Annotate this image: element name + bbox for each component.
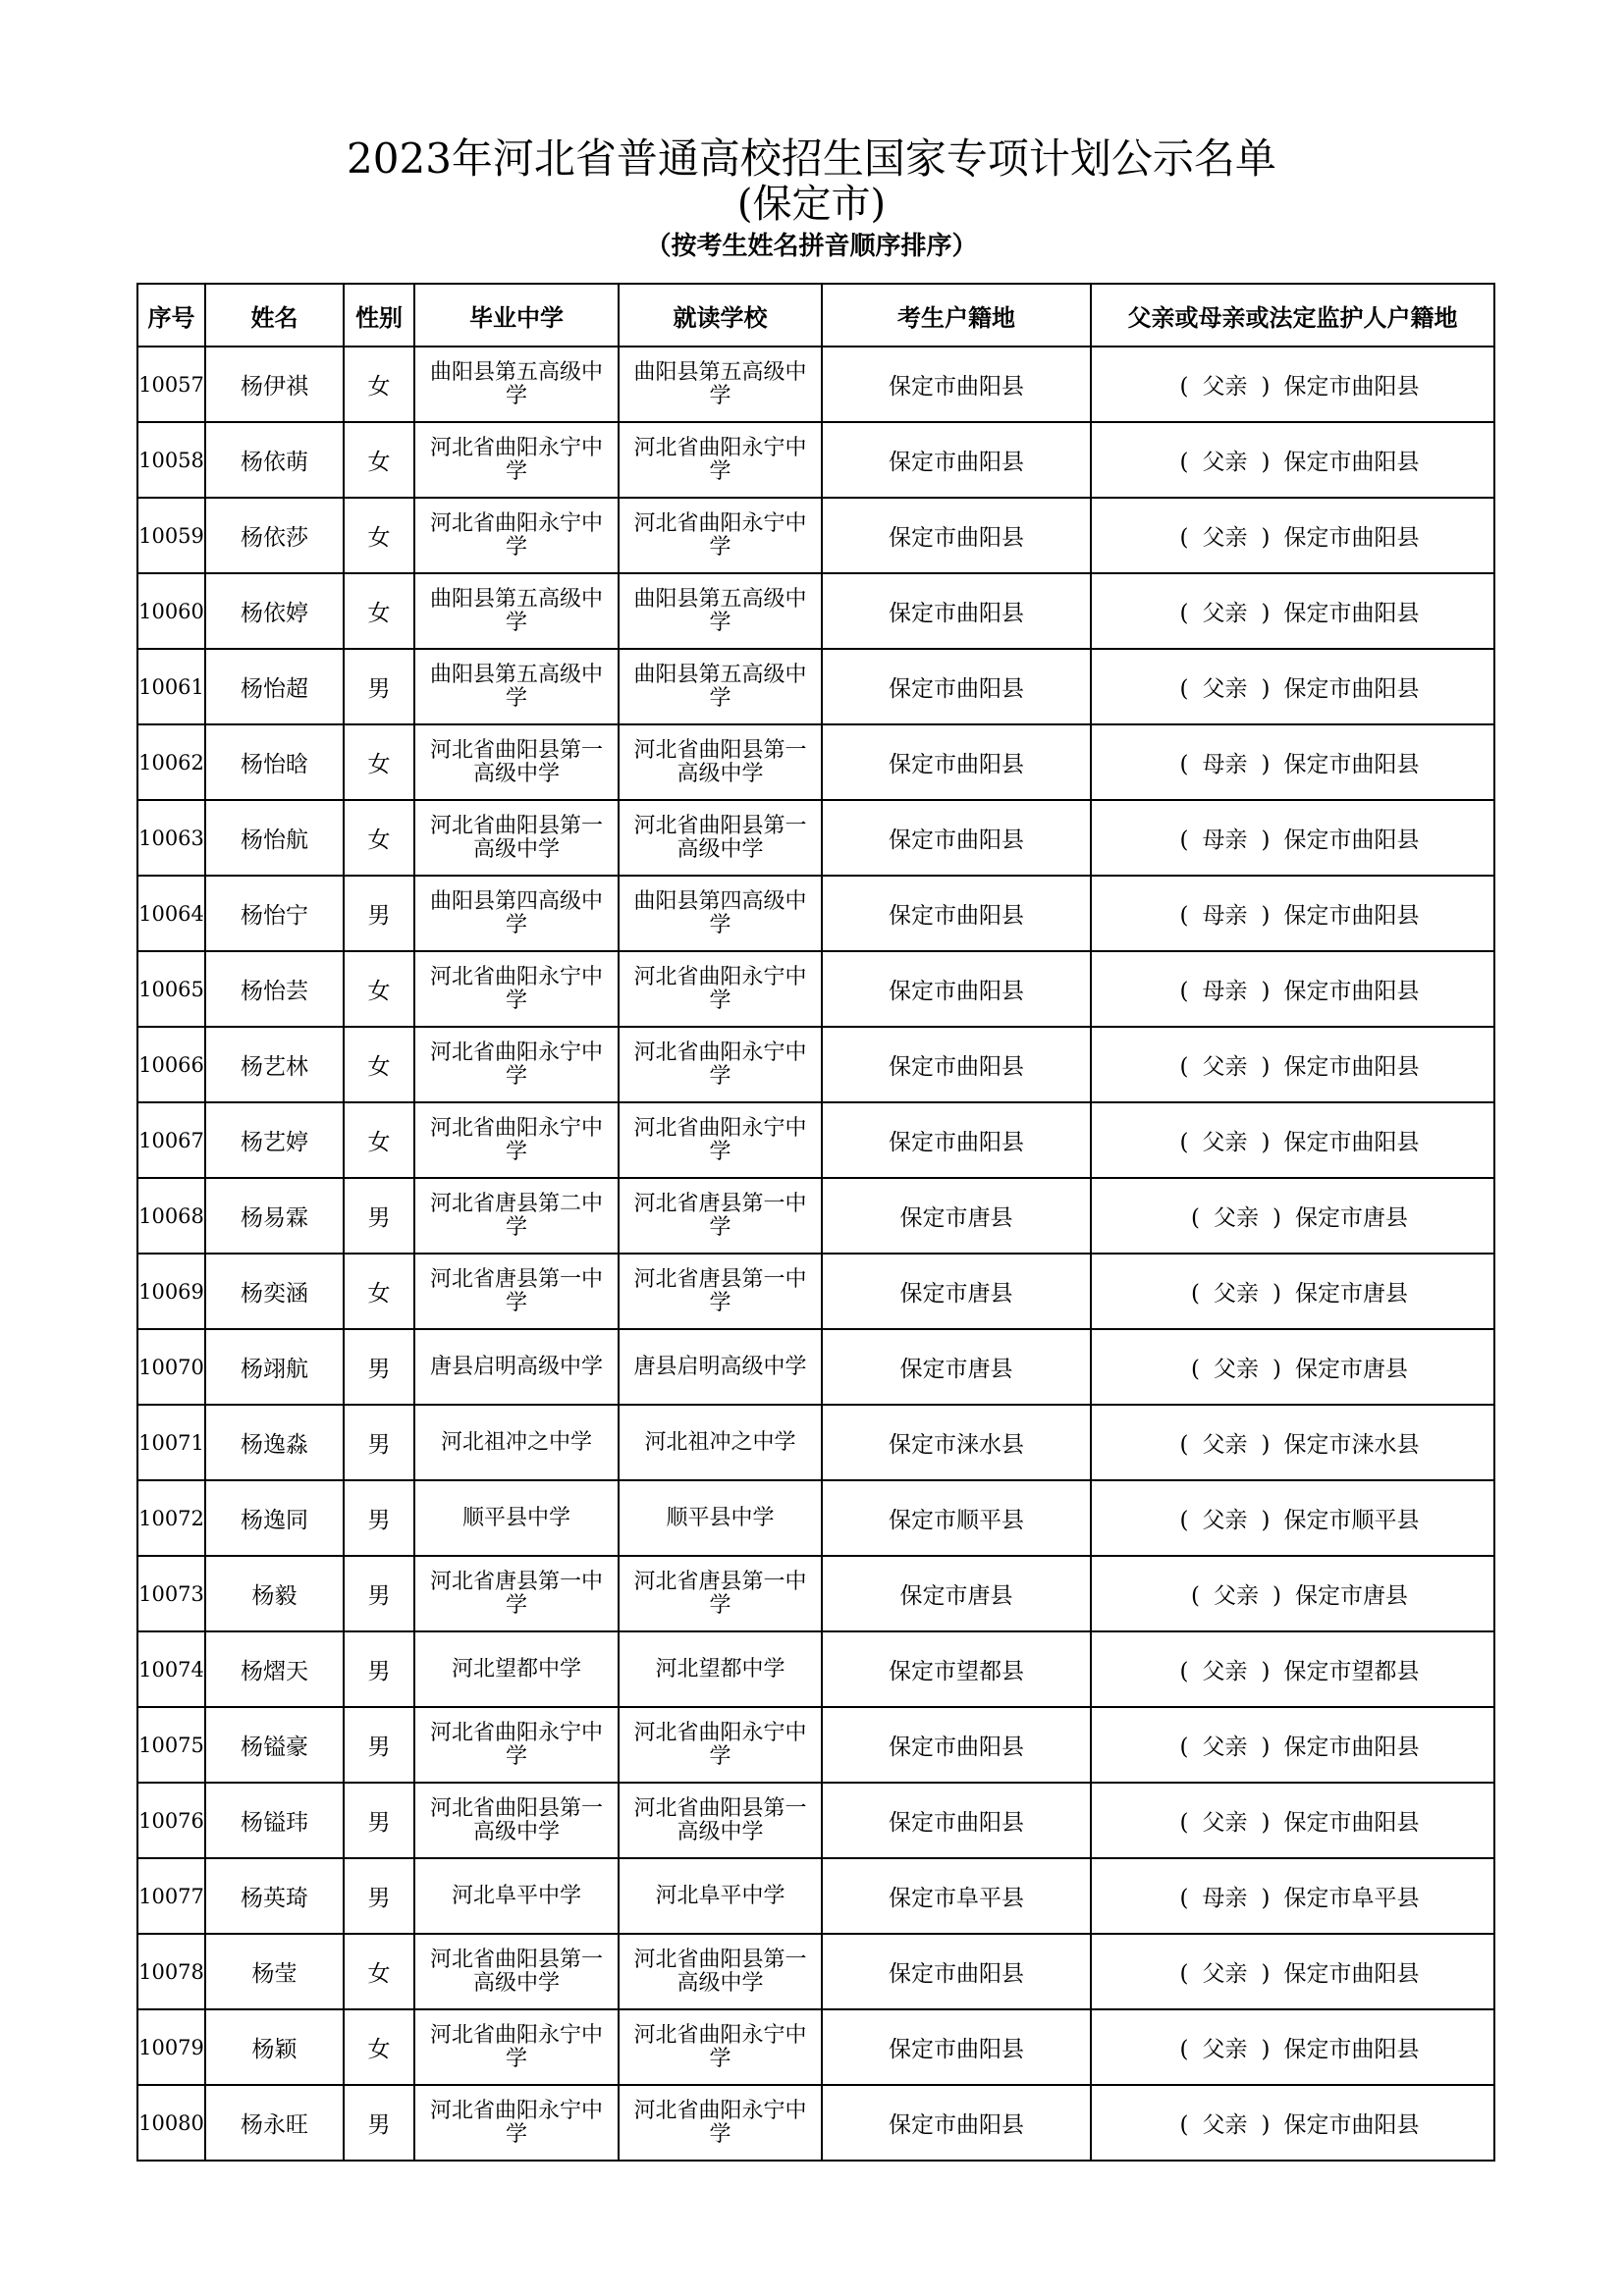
cell-guardian-residence: ( 父亲 ) 保定市曲阳县 (1091, 573, 1494, 649)
cell-id: 10078 (137, 1934, 205, 2009)
cell-id: 10064 (137, 876, 205, 951)
cell-guardian-residence: ( 父亲 ) 保定市唐县 (1091, 1178, 1494, 1254)
cell-grad-school: 河北省曲阳县第一高级中学 (414, 800, 619, 876)
cell-residence: 保定市曲阳县 (822, 1783, 1091, 1858)
page-subtitle: (保定市) (736, 182, 887, 227)
cell-study-school: 曲阳县第五高级中学 (619, 649, 822, 724)
guardian-place: 保定市顺平县 (1283, 1508, 1420, 1533)
cell-gender: 男 (344, 1329, 414, 1405)
cell-study-school: 河北省曲阳永宁中学 (619, 2009, 822, 2085)
cell-study-school: 顺平县中学 (619, 1480, 822, 1556)
cell-study-school: 河北省曲阳永宁中学 (619, 1707, 822, 1783)
table-row (137, 1858, 1494, 1934)
cell-grad-school: 河北祖冲之中学 (414, 1405, 619, 1480)
guardian-place: 保定市阜平县 (1283, 1886, 1420, 1911)
page-title: 2023年河北省普通高校招生国家专项计划公示名单 (347, 134, 1276, 183)
cell-gender: 男 (344, 1858, 414, 1934)
sort-note: （按考生姓名拼音顺序排序） (645, 232, 978, 261)
cell-residence: 保定市曲阳县 (822, 347, 1091, 422)
guardian-place: 保定市曲阳县 (1283, 752, 1420, 777)
table-row (137, 347, 1494, 422)
guardian-place: 保定市曲阳县 (1283, 979, 1420, 1004)
cell-gender: 女 (344, 573, 414, 649)
cell-id: 10060 (137, 573, 205, 649)
guardian-place: 保定市唐县 (1294, 1281, 1408, 1307)
guardian-relation: 父亲 (1202, 1659, 1248, 1684)
cell-residence: 保定市曲阳县 (822, 498, 1091, 573)
cell-name: 杨翊航 (205, 1329, 344, 1405)
guardian-relation: 母亲 (1202, 752, 1248, 777)
cell-grad-school: 河北省曲阳永宁中学 (414, 951, 619, 1027)
cell-residence: 保定市唐县 (822, 1556, 1091, 1631)
cell-name: 杨熠天 (205, 1631, 344, 1707)
guardian-place: 保定市曲阳县 (1283, 1054, 1420, 1080)
guardian-place: 保定市曲阳县 (1283, 1130, 1420, 1155)
guardian-place: 保定市曲阳县 (1283, 676, 1420, 702)
table-row (137, 1329, 1494, 1405)
cell-study-school: 河北省曲阳永宁中学 (619, 1027, 822, 1102)
guardian-place: 保定市曲阳县 (1283, 2037, 1420, 2062)
table-row (137, 876, 1494, 951)
cell-id: 10063 (137, 800, 205, 876)
cell-name: 杨怡航 (205, 800, 344, 876)
cell-gender: 女 (344, 2009, 414, 2085)
cell-residence: 保定市曲阳县 (822, 800, 1091, 876)
guardian-place: 保定市望都县 (1283, 1659, 1420, 1684)
cell-residence: 保定市曲阳县 (822, 1707, 1091, 1783)
cell-id: 10069 (137, 1254, 205, 1329)
guardian-relation: 父亲 (1202, 2112, 1248, 2138)
cell-residence: 保定市涞水县 (822, 1405, 1091, 1480)
guardian-relation: 父亲 (1202, 525, 1248, 551)
cell-grad-school: 河北省曲阳永宁中学 (414, 2009, 619, 2085)
col-header-residence: 考生户籍地 (822, 284, 1091, 347)
cell-id: 10067 (137, 1102, 205, 1178)
cell-grad-school: 河北省唐县第一中学 (414, 1556, 619, 1631)
cell-grad-school: 顺平县中学 (414, 1480, 619, 1556)
guardian-place: 保定市涞水县 (1283, 1432, 1420, 1458)
cell-residence: 保定市曲阳县 (822, 1934, 1091, 2009)
cell-grad-school: 唐县启明高级中学 (414, 1329, 619, 1405)
cell-residence: 保定市曲阳县 (822, 2085, 1091, 2161)
cell-gender: 女 (344, 422, 414, 498)
guardian-relation: 父亲 (1202, 2037, 1248, 2062)
table-row (137, 1934, 1494, 2009)
cell-gender: 女 (344, 1934, 414, 2009)
table-row (137, 1027, 1494, 1102)
guardian-place: 保定市曲阳县 (1283, 450, 1420, 475)
table-header-row (137, 284, 1494, 347)
cell-id: 10061 (137, 649, 205, 724)
cell-grad-school: 河北省曲阳县第一高级中学 (414, 1934, 619, 2009)
table-row (137, 422, 1494, 498)
cell-residence: 保定市唐县 (822, 1254, 1091, 1329)
cell-gender: 女 (344, 951, 414, 1027)
table-row (137, 1556, 1494, 1631)
cell-guardian-residence: ( 母亲 ) 保定市曲阳县 (1091, 951, 1494, 1027)
cell-gender: 女 (344, 498, 414, 573)
guardian-place: 保定市曲阳县 (1283, 2112, 1420, 2138)
cell-residence: 保定市曲阳县 (822, 724, 1091, 800)
cell-id: 10076 (137, 1783, 205, 1858)
cell-name: 杨怡芸 (205, 951, 344, 1027)
cell-guardian-residence: ( 父亲 ) 保定市曲阳县 (1091, 347, 1494, 422)
guardian-place: 保定市曲阳县 (1283, 1810, 1420, 1836)
cell-guardian-residence: ( 父亲 ) 保定市曲阳县 (1091, 498, 1494, 573)
cell-study-school: 河北望都中学 (619, 1631, 822, 1707)
cell-gender: 男 (344, 1707, 414, 1783)
guardian-place: 保定市曲阳县 (1283, 374, 1420, 400)
cell-gender: 女 (344, 800, 414, 876)
table-row (137, 800, 1494, 876)
cell-study-school: 河北省曲阳永宁中学 (619, 951, 822, 1027)
guardian-relation: 父亲 (1202, 1508, 1248, 1533)
guardian-relation: 父亲 (1202, 374, 1248, 400)
guardian-relation: 父亲 (1202, 1054, 1248, 1080)
cell-grad-school: 河北省曲阳永宁中学 (414, 1707, 619, 1783)
table-row (137, 1178, 1494, 1254)
cell-guardian-residence: ( 父亲 ) 保定市唐县 (1091, 1254, 1494, 1329)
guardian-relation: 父亲 (1202, 450, 1248, 475)
table-row (137, 2009, 1494, 2085)
cell-grad-school: 河北望都中学 (414, 1631, 619, 1707)
table-row (137, 1631, 1494, 1707)
cell-residence: 保定市曲阳县 (822, 573, 1091, 649)
cell-guardian-residence: ( 父亲 ) 保定市曲阳县 (1091, 1934, 1494, 2009)
cell-name: 杨颖 (205, 2009, 344, 2085)
cell-guardian-residence: ( 父亲 ) 保定市曲阳县 (1091, 1707, 1494, 1783)
cell-study-school: 河北省曲阳县第一高级中学 (619, 1783, 822, 1858)
cell-study-school: 河北省唐县第一中学 (619, 1178, 822, 1254)
cell-guardian-residence: ( 父亲 ) 保定市曲阳县 (1091, 422, 1494, 498)
cell-gender: 女 (344, 1254, 414, 1329)
cell-study-school: 河北省曲阳永宁中学 (619, 2085, 822, 2161)
cell-id: 10068 (137, 1178, 205, 1254)
cell-name: 杨艺婷 (205, 1102, 344, 1178)
cell-study-school: 唐县启明高级中学 (619, 1329, 822, 1405)
cell-id: 10072 (137, 1480, 205, 1556)
cell-guardian-residence: ( 母亲 ) 保定市曲阳县 (1091, 800, 1494, 876)
cell-study-school: 曲阳县第四高级中学 (619, 876, 822, 951)
cell-id: 10066 (137, 1027, 205, 1102)
cell-grad-school: 河北阜平中学 (414, 1858, 619, 1934)
cell-grad-school: 曲阳县第五高级中学 (414, 347, 619, 422)
cell-grad-school: 河北省唐县第一中学 (414, 1254, 619, 1329)
cell-name: 杨怡晗 (205, 724, 344, 800)
guardian-relation: 父亲 (1214, 1357, 1259, 1382)
cell-study-school: 河北阜平中学 (619, 1858, 822, 1934)
col-header-gender: 性别 (344, 284, 414, 347)
cell-study-school: 河北省曲阳永宁中学 (619, 498, 822, 573)
cell-name: 杨怡超 (205, 649, 344, 724)
cell-name: 杨易霖 (205, 1178, 344, 1254)
cell-grad-school: 河北省曲阳县第一高级中学 (414, 1783, 619, 1858)
cell-guardian-residence: ( 母亲 ) 保定市阜平县 (1091, 1858, 1494, 1934)
cell-id: 10057 (137, 347, 205, 422)
cell-gender: 男 (344, 649, 414, 724)
cell-residence: 保定市曲阳县 (822, 1027, 1091, 1102)
cell-grad-school: 曲阳县第五高级中学 (414, 573, 619, 649)
cell-name: 杨艺林 (205, 1027, 344, 1102)
cell-id: 10080 (137, 2085, 205, 2161)
cell-id: 10074 (137, 1631, 205, 1707)
cell-guardian-residence: ( 父亲 ) 保定市曲阳县 (1091, 1027, 1494, 1102)
guardian-relation: 父亲 (1202, 1735, 1248, 1760)
cell-gender: 女 (344, 1027, 414, 1102)
cell-guardian-residence: ( 父亲 ) 保定市曲阳县 (1091, 649, 1494, 724)
cell-name: 杨依莎 (205, 498, 344, 573)
guardian-place: 保定市曲阳县 (1283, 1961, 1420, 1987)
cell-guardian-residence: ( 父亲 ) 保定市涞水县 (1091, 1405, 1494, 1480)
guardian-place: 保定市唐县 (1294, 1205, 1408, 1231)
cell-gender: 女 (344, 347, 414, 422)
cell-grad-school: 曲阳县第四高级中学 (414, 876, 619, 951)
cell-study-school: 河北省唐县第一中学 (619, 1254, 822, 1329)
col-header-grad-school: 毕业中学 (414, 284, 619, 347)
cell-grad-school: 河北省曲阳永宁中学 (414, 1027, 619, 1102)
cell-id: 10059 (137, 498, 205, 573)
guardian-relation: 父亲 (1202, 1961, 1248, 1987)
cell-name: 杨永旺 (205, 2085, 344, 2161)
cell-name: 杨伊祺 (205, 347, 344, 422)
guardian-relation: 父亲 (1214, 1205, 1259, 1231)
guardian-relation: 母亲 (1202, 1886, 1248, 1911)
guardian-relation: 母亲 (1202, 903, 1248, 929)
table-row (137, 1254, 1494, 1329)
cell-grad-school: 河北省曲阳永宁中学 (414, 1102, 619, 1178)
guardian-relation: 母亲 (1202, 979, 1248, 1004)
cell-residence: 保定市曲阳县 (822, 649, 1091, 724)
cell-name: 杨怡宁 (205, 876, 344, 951)
cell-guardian-residence: ( 父亲 ) 保定市望都县 (1091, 1631, 1494, 1707)
cell-gender: 男 (344, 1631, 414, 1707)
cell-residence: 保定市曲阳县 (822, 1102, 1091, 1178)
cell-residence: 保定市唐县 (822, 1329, 1091, 1405)
guardian-relation: 父亲 (1202, 676, 1248, 702)
guardian-relation: 母亲 (1202, 828, 1248, 853)
cell-residence: 保定市曲阳县 (822, 876, 1091, 951)
cell-name: 杨依萌 (205, 422, 344, 498)
cell-name: 杨逸淼 (205, 1405, 344, 1480)
cell-id: 10073 (137, 1556, 205, 1631)
guardian-place: 保定市曲阳县 (1283, 1735, 1420, 1760)
cell-name: 杨莹 (205, 1934, 344, 2009)
cell-grad-school: 河北省曲阳永宁中学 (414, 2085, 619, 2161)
table-row (137, 1405, 1494, 1480)
guardian-place: 保定市曲阳县 (1283, 525, 1420, 551)
cell-guardian-residence: ( 父亲 ) 保定市曲阳县 (1091, 1102, 1494, 1178)
cell-guardian-residence: ( 母亲 ) 保定市曲阳县 (1091, 876, 1494, 951)
guardian-relation: 父亲 (1202, 601, 1248, 626)
cell-residence: 保定市曲阳县 (822, 951, 1091, 1027)
cell-guardian-residence: ( 父亲 ) 保定市曲阳县 (1091, 1783, 1494, 1858)
cell-grad-school: 河北省曲阳永宁中学 (414, 498, 619, 573)
cell-guardian-residence: ( 父亲 ) 保定市唐县 (1091, 1329, 1494, 1405)
cell-id: 10071 (137, 1405, 205, 1480)
cell-guardian-residence: ( 父亲 ) 保定市曲阳县 (1091, 2009, 1494, 2085)
cell-gender: 男 (344, 1556, 414, 1631)
guardian-place: 保定市唐县 (1294, 1583, 1408, 1609)
cell-guardian-residence: ( 父亲 ) 保定市唐县 (1091, 1556, 1494, 1631)
cell-name: 杨依婷 (205, 573, 344, 649)
cell-guardian-residence: ( 母亲 ) 保定市曲阳县 (1091, 724, 1494, 800)
table-row (137, 498, 1494, 573)
table-row (137, 1480, 1494, 1556)
cell-id: 10070 (137, 1329, 205, 1405)
cell-study-school: 曲阳县第五高级中学 (619, 347, 822, 422)
table-row (137, 573, 1494, 649)
cell-name: 杨奕涵 (205, 1254, 344, 1329)
cell-gender: 女 (344, 1102, 414, 1178)
guardian-place: 保定市唐县 (1294, 1357, 1408, 1382)
cell-residence: 保定市曲阳县 (822, 422, 1091, 498)
guardian-place: 保定市曲阳县 (1283, 903, 1420, 929)
cell-name: 杨镒豪 (205, 1707, 344, 1783)
cell-residence: 保定市望都县 (822, 1631, 1091, 1707)
cell-grad-school: 河北省曲阳永宁中学 (414, 422, 619, 498)
cell-grad-school: 河北省唐县第二中学 (414, 1178, 619, 1254)
cell-id: 10075 (137, 1707, 205, 1783)
guardian-place: 保定市曲阳县 (1283, 828, 1420, 853)
cell-id: 10079 (137, 2009, 205, 2085)
cell-residence: 保定市阜平县 (822, 1858, 1091, 1934)
guardian-relation: 父亲 (1214, 1583, 1259, 1609)
cell-gender: 男 (344, 876, 414, 951)
cell-residence: 保定市顺平县 (822, 1480, 1091, 1556)
cell-study-school: 河北省曲阳县第一高级中学 (619, 724, 822, 800)
cell-guardian-residence: ( 父亲 ) 保定市曲阳县 (1091, 2085, 1494, 2161)
cell-grad-school: 曲阳县第五高级中学 (414, 649, 619, 724)
col-header-study-school: 就读学校 (619, 284, 822, 347)
guardian-relation: 父亲 (1202, 1810, 1248, 1836)
cell-study-school: 河北祖冲之中学 (619, 1405, 822, 1480)
cell-study-school: 曲阳县第五高级中学 (619, 573, 822, 649)
cell-name: 杨镒玮 (205, 1783, 344, 1858)
cell-name: 杨逸同 (205, 1480, 344, 1556)
guardian-place: 保定市曲阳县 (1283, 601, 1420, 626)
cell-study-school: 河北省曲阳永宁中学 (619, 1102, 822, 1178)
cell-name: 杨英琦 (205, 1858, 344, 1934)
cell-name: 杨毅 (205, 1556, 344, 1631)
cell-gender: 男 (344, 1405, 414, 1480)
table-row (137, 724, 1494, 800)
table-row (137, 649, 1494, 724)
guardian-relation: 父亲 (1202, 1432, 1248, 1458)
col-header-name: 姓名 (205, 284, 344, 347)
cell-grad-school: 河北省曲阳县第一高级中学 (414, 724, 619, 800)
cell-study-school: 河北省唐县第一中学 (619, 1556, 822, 1631)
cell-study-school: 河北省曲阳永宁中学 (619, 422, 822, 498)
table-row (137, 951, 1494, 1027)
cell-id: 10058 (137, 422, 205, 498)
cell-guardian-residence: ( 父亲 ) 保定市顺平县 (1091, 1480, 1494, 1556)
cell-gender: 男 (344, 1783, 414, 1858)
col-header-guardian-residence: 父亲或母亲或法定监护人户籍地 (1091, 284, 1494, 347)
table-row (137, 1707, 1494, 1783)
cell-id: 10065 (137, 951, 205, 1027)
cell-gender: 男 (344, 2085, 414, 2161)
table-row (137, 2085, 1494, 2161)
cell-id: 10077 (137, 1858, 205, 1934)
cell-residence: 保定市曲阳县 (822, 2009, 1091, 2085)
cell-study-school: 河北省曲阳县第一高级中学 (619, 1934, 822, 2009)
cell-study-school: 河北省曲阳县第一高级中学 (619, 800, 822, 876)
table-row (137, 1102, 1494, 1178)
table-row (137, 1783, 1494, 1858)
cell-residence: 保定市唐县 (822, 1178, 1091, 1254)
cell-gender: 女 (344, 724, 414, 800)
roster-table (136, 283, 1495, 2162)
guardian-relation: 父亲 (1214, 1281, 1259, 1307)
cell-id: 10062 (137, 724, 205, 800)
cell-gender: 男 (344, 1480, 414, 1556)
guardian-relation: 父亲 (1202, 1130, 1248, 1155)
col-header-id: 序号 (137, 284, 205, 347)
cell-gender: 男 (344, 1178, 414, 1254)
